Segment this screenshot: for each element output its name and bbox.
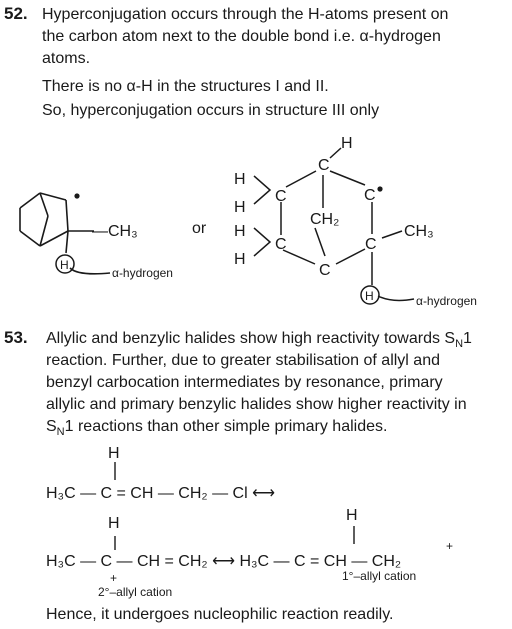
hydrogen-3: H (234, 223, 246, 240)
q52-text-line-5: So, hyperconjugation occurs in structure III only (42, 102, 380, 119)
ch3-label-left: —CH₃ (92, 223, 138, 240)
radical-dot-left (74, 193, 79, 198)
ring-carbon-bottom: C (319, 262, 331, 279)
row2-right-hydrogen: H (346, 507, 358, 524)
ring-carbon-upper-right: C (364, 187, 376, 204)
q52-structures-figure (0, 128, 512, 318)
alpha-h-letter-right: H (365, 289, 374, 303)
q53-text-line-3: benzyl carbocation intermediates by resonance, primary (46, 374, 443, 391)
hydrogen-4: H (234, 251, 246, 268)
positive-charge-left: + (110, 571, 118, 585)
q52-text-line-3: atoms. (42, 50, 91, 67)
question-number-53: 53. (4, 328, 28, 347)
positive-charge-right: + (446, 539, 454, 553)
q52-text-line-4: There is no α-H in the structures I and II. (42, 78, 329, 95)
hydrogen-2: H (234, 199, 246, 216)
alpha-h-letter-left: H (60, 258, 69, 272)
allyl-resonance-scheme (0, 440, 512, 602)
primary-allyl-cation-label: 1°–allyl cation (342, 569, 417, 583)
secondary-allyl-cation-label: 2°–allyl cation (98, 585, 173, 599)
row2-formula: H₃C — C — CH = CH₂ ⟷ H₃C — C = CH — CH₂ (46, 553, 402, 570)
q53-conclusion: Hence, it undergoes nucleophilic reaction readily. (46, 606, 394, 623)
row1-top-hydrogen: H (108, 445, 120, 462)
question-number-52: 52. (4, 4, 28, 23)
q53-text-line-2: reaction. Further, due to greater stabilisation of allyl and (46, 352, 440, 369)
hydrogen-1: H (234, 171, 246, 188)
h-top-label: H (341, 135, 353, 152)
alpha-hydrogen-label-left: α-hydrogen (112, 266, 173, 280)
ring-carbon-top: C (318, 157, 330, 174)
ring-carbon-upper-left: C (275, 188, 287, 205)
q53-text-line-1: Allylic and benzylic halides show high reactivity towards $S_N1$ (46, 330, 472, 351)
ch2-bridge-label: CH₂ (310, 211, 340, 228)
q52-text-line-2: the carbon atom next to the double bond i.e. α-hydrogen (42, 28, 441, 45)
q52-text-line-1: Hyperconjugation occurs through the H-atoms present on (42, 6, 449, 23)
radical-dot-right (377, 186, 382, 191)
q53-text-line-4: allylic and primary benzylic halides show higher reactivity in (46, 396, 467, 413)
q53-text-line-5: $S_N1$ reactions than other simple primary halides. (46, 418, 388, 439)
alpha-hydrogen-label-right: α-hydrogen (416, 294, 477, 308)
row1-formula: H₃C — C = CH — CH₂ — Cl ⟷ (46, 485, 276, 502)
row2-top-hydrogen: H (108, 515, 120, 532)
ring-carbon-lower-right: C (365, 236, 377, 253)
or-label: or (192, 220, 207, 237)
ch3-label-right: CH₃ (404, 223, 434, 240)
ring-carbon-lower-left: C (275, 236, 287, 253)
